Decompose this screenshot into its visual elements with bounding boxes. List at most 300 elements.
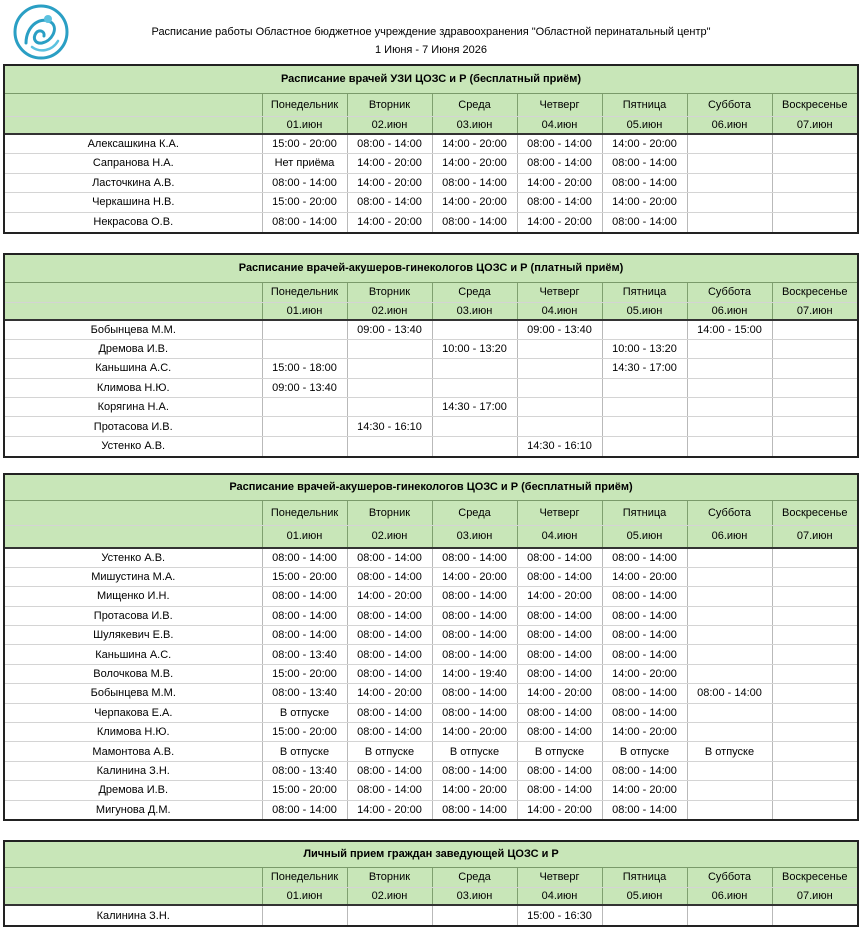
header-spacer bbox=[5, 867, 262, 887]
table-row bbox=[5, 703, 857, 722]
doctor-name: Дремова И.В. bbox=[5, 781, 262, 800]
schedule-cell: 08:00 - 14:00 bbox=[262, 800, 347, 819]
schedule-cell: 08:00 - 14:00 bbox=[432, 212, 517, 232]
schedule-cell: 14:00 - 19:40 bbox=[432, 664, 517, 683]
schedule-cell: 10:00 - 13:20 bbox=[602, 339, 687, 358]
day-header: Четверг bbox=[517, 500, 602, 525]
day-header: Вторник bbox=[347, 282, 432, 302]
table-row bbox=[5, 417, 857, 436]
schedule-cell bbox=[687, 645, 772, 664]
schedule-cell bbox=[687, 703, 772, 722]
schedule-cell bbox=[772, 781, 857, 800]
day-header: Пятница bbox=[602, 282, 687, 302]
table-row bbox=[5, 398, 857, 417]
schedule-cell bbox=[772, 905, 857, 925]
schedule-cell: 08:00 - 14:00 bbox=[602, 548, 687, 567]
schedule-cell: 14:00 - 20:00 bbox=[432, 154, 517, 174]
schedule-cell: 08:00 - 14:00 bbox=[517, 154, 602, 174]
date-header: 04.июн bbox=[517, 887, 602, 905]
table-row bbox=[5, 800, 857, 819]
schedule-cell: 08:00 - 14:00 bbox=[517, 193, 602, 213]
date-header: 02.июн bbox=[347, 302, 432, 320]
date-header: 02.июн bbox=[347, 116, 432, 134]
schedule-cell bbox=[602, 436, 687, 455]
doctor-name: Калинина З.Н. bbox=[5, 761, 262, 780]
schedule-cell: 08:00 - 14:00 bbox=[602, 761, 687, 780]
date-header: 03.июн bbox=[432, 116, 517, 134]
schedule-cell bbox=[772, 436, 857, 455]
schedule-cell: 08:00 - 14:00 bbox=[517, 134, 602, 154]
schedule-cell bbox=[347, 339, 432, 358]
doctor-name: Черкашина Н.В. bbox=[5, 193, 262, 213]
schedule-cell: 14:00 - 20:00 bbox=[432, 134, 517, 154]
document-date-range: 1 Июня - 7 Июня 2026 bbox=[374, 44, 488, 56]
schedule-cell: 14:30 - 17:00 bbox=[432, 398, 517, 417]
schedule-cell: 08:00 - 14:00 bbox=[262, 606, 347, 625]
schedule-cell bbox=[772, 378, 857, 397]
table-row bbox=[5, 548, 857, 567]
schedule-cell: 14:30 - 16:10 bbox=[347, 417, 432, 436]
schedule-cell: 08:00 - 14:00 bbox=[262, 587, 347, 606]
schedule-cell: 08:00 - 14:00 bbox=[517, 567, 602, 586]
schedule-cell: 08:00 - 14:00 bbox=[432, 548, 517, 567]
schedule-cell bbox=[687, 212, 772, 232]
schedule-cell: 15:00 - 20:00 bbox=[262, 781, 347, 800]
table-row bbox=[5, 154, 857, 174]
table-row bbox=[5, 742, 857, 761]
schedule-cell bbox=[772, 398, 857, 417]
schedule-cell bbox=[772, 212, 857, 232]
document-title: Расписание работы Областное бюджетное учреждение здравоохранения "Областной перинатальный центр" bbox=[151, 26, 711, 38]
schedule-cell bbox=[262, 320, 347, 339]
schedule-cell: 08:00 - 14:00 bbox=[602, 154, 687, 174]
date-header: 07.июн bbox=[772, 887, 857, 905]
schedule-cell bbox=[772, 417, 857, 436]
schedule-cell: 08:00 - 14:00 bbox=[602, 173, 687, 193]
schedule-cell: 08:00 - 14:00 bbox=[432, 684, 517, 703]
schedule-cell: 14:00 - 20:00 bbox=[517, 587, 602, 606]
schedule-cell: 15:00 - 20:00 bbox=[262, 567, 347, 586]
day-header: Суббота bbox=[687, 282, 772, 302]
table-row bbox=[5, 645, 857, 664]
section-title: Расписание врачей-акушеров-гинекологов ЦОЗС и Р (платный приём) bbox=[5, 255, 857, 282]
schedule-cell bbox=[687, 359, 772, 378]
table-row bbox=[5, 320, 857, 339]
schedule-cell: 14:00 - 20:00 bbox=[432, 567, 517, 586]
schedule-cell bbox=[772, 606, 857, 625]
doctor-name: Мамонтова А.В. bbox=[5, 742, 262, 761]
date-header: 05.июн bbox=[602, 302, 687, 320]
doctor-name: Протасова И.В. bbox=[5, 417, 262, 436]
schedule-cell bbox=[687, 378, 772, 397]
schedule-table bbox=[5, 475, 857, 819]
schedule-cell: В отпуске bbox=[262, 742, 347, 761]
doctor-name: Климова Н.Ю. bbox=[5, 723, 262, 742]
schedule-cell bbox=[687, 626, 772, 645]
schedule-cell: В отпуске bbox=[432, 742, 517, 761]
schedule-cell: 14:00 - 20:00 bbox=[602, 723, 687, 742]
schedule-cell: 08:00 - 14:00 bbox=[517, 548, 602, 567]
schedule-cell bbox=[687, 548, 772, 567]
table-row bbox=[5, 173, 857, 193]
day-header: Четверг bbox=[517, 93, 602, 116]
page-header bbox=[0, 0, 862, 64]
schedule-cell bbox=[772, 134, 857, 154]
day-header: Среда bbox=[432, 282, 517, 302]
schedule-cell bbox=[772, 664, 857, 683]
date-header: 03.июн bbox=[432, 887, 517, 905]
schedule-cell bbox=[687, 905, 772, 925]
schedule-cell: В отпуске bbox=[602, 742, 687, 761]
schedule-cell bbox=[772, 703, 857, 722]
schedule-cell: 15:00 - 20:00 bbox=[262, 723, 347, 742]
schedule-cell bbox=[432, 378, 517, 397]
table-row bbox=[5, 134, 857, 154]
schedule-cell bbox=[687, 436, 772, 455]
day-header: Воскресенье bbox=[772, 867, 857, 887]
schedule-cell bbox=[772, 684, 857, 703]
date-header: 01.июн bbox=[262, 887, 347, 905]
day-header: Вторник bbox=[347, 93, 432, 116]
section-obgyn-free bbox=[3, 473, 859, 821]
schedule-cell: 14:00 - 20:00 bbox=[347, 173, 432, 193]
doctor-name: Черпакова Е.А. bbox=[5, 703, 262, 722]
schedule-cell: 08:00 - 14:00 bbox=[432, 800, 517, 819]
schedule-cell: 08:00 - 14:00 bbox=[432, 173, 517, 193]
schedule-cell: 14:00 - 20:00 bbox=[347, 800, 432, 819]
schedule-cell: 15:00 - 20:00 bbox=[262, 664, 347, 683]
schedule-cell: 14:00 - 20:00 bbox=[517, 173, 602, 193]
schedule-cell: 08:00 - 13:40 bbox=[262, 684, 347, 703]
schedule-cell: 14:00 - 20:00 bbox=[347, 154, 432, 174]
schedule-cell: 14:00 - 20:00 bbox=[517, 684, 602, 703]
schedule-cell: 08:00 - 14:00 bbox=[347, 703, 432, 722]
doctor-name: Дремова И.В. bbox=[5, 339, 262, 358]
day-header: Среда bbox=[432, 93, 517, 116]
schedule-cell bbox=[432, 359, 517, 378]
schedule-cell bbox=[772, 567, 857, 586]
date-header: 03.июн bbox=[432, 302, 517, 320]
schedule-cell bbox=[687, 398, 772, 417]
schedule-cell: 14:00 - 15:00 bbox=[687, 320, 772, 339]
schedule-cell: 08:00 - 14:00 bbox=[347, 645, 432, 664]
header-spacer bbox=[5, 887, 262, 905]
schedule-cell bbox=[517, 359, 602, 378]
doctor-name: Каньшина А.С. bbox=[5, 645, 262, 664]
date-header: 05.июн bbox=[602, 525, 687, 548]
schedule-cell: 14:00 - 20:00 bbox=[517, 212, 602, 232]
table-row bbox=[5, 378, 857, 397]
schedule-cell bbox=[687, 417, 772, 436]
schedule-cell: 08:00 - 14:00 bbox=[347, 723, 432, 742]
doctor-name: Бобынцева М.М. bbox=[5, 320, 262, 339]
schedule-cell: 08:00 - 14:00 bbox=[517, 781, 602, 800]
schedule-cell: 14:00 - 20:00 bbox=[602, 193, 687, 213]
schedule-cell: 10:00 - 13:20 bbox=[432, 339, 517, 358]
schedule-cell: 14:00 - 20:00 bbox=[347, 587, 432, 606]
schedule-cell bbox=[772, 320, 857, 339]
date-header: 07.июн bbox=[772, 302, 857, 320]
doctor-name: Сапранова Н.А. bbox=[5, 154, 262, 174]
schedule-cell: 14:00 - 20:00 bbox=[602, 134, 687, 154]
header-spacer bbox=[5, 302, 262, 320]
schedule-cell: 15:00 - 18:00 bbox=[262, 359, 347, 378]
date-header: 03.июн bbox=[432, 525, 517, 548]
table-row bbox=[5, 359, 857, 378]
schedule-cell: 14:00 - 20:00 bbox=[432, 781, 517, 800]
date-header: 06.июн bbox=[687, 116, 772, 134]
schedule-cell: 08:00 - 14:00 bbox=[432, 587, 517, 606]
schedule-cell bbox=[687, 664, 772, 683]
schedule-cell bbox=[772, 800, 857, 819]
schedule-cell: 08:00 - 14:00 bbox=[262, 626, 347, 645]
schedule-cell: 08:00 - 14:00 bbox=[432, 626, 517, 645]
schedule-cell: 08:00 - 13:40 bbox=[262, 645, 347, 664]
schedule-cell bbox=[772, 587, 857, 606]
schedule-cell: 08:00 - 14:00 bbox=[347, 761, 432, 780]
schedule-cell: 08:00 - 14:00 bbox=[432, 645, 517, 664]
schedule-cell bbox=[517, 378, 602, 397]
schedule-cell: 15:00 - 20:00 bbox=[262, 134, 347, 154]
schedule-cell bbox=[517, 398, 602, 417]
schedule-cell: 08:00 - 14:00 bbox=[262, 212, 347, 232]
schedule-cell bbox=[687, 134, 772, 154]
doctor-name: Алексашкина К.А. bbox=[5, 134, 262, 154]
schedule-cell: 15:00 - 20:00 bbox=[262, 193, 347, 213]
schedule-cell bbox=[772, 193, 857, 213]
doctor-name: Корягина Н.А. bbox=[5, 398, 262, 417]
schedule-cell: 08:00 - 14:00 bbox=[517, 703, 602, 722]
date-header: 02.июн bbox=[347, 525, 432, 548]
schedule-cell: 08:00 - 14:00 bbox=[432, 606, 517, 625]
schedule-cell: 08:00 - 14:00 bbox=[262, 173, 347, 193]
table-row bbox=[5, 684, 857, 703]
day-header: Воскресенье bbox=[772, 282, 857, 302]
day-header: Вторник bbox=[347, 500, 432, 525]
date-header: 01.июн bbox=[262, 302, 347, 320]
schedule-cell: 08:00 - 14:00 bbox=[602, 626, 687, 645]
day-header: Четверг bbox=[517, 282, 602, 302]
doctor-name: Ласточкина А.В. bbox=[5, 173, 262, 193]
schedule-cell: 15:00 - 16:30 bbox=[517, 905, 602, 925]
schedule-cell bbox=[517, 339, 602, 358]
schedule-cell bbox=[347, 378, 432, 397]
perinatal-center-logo-icon bbox=[12, 3, 70, 61]
schedule-cell bbox=[772, 359, 857, 378]
schedule-cell: 08:00 - 14:00 bbox=[347, 626, 432, 645]
date-header: 06.июн bbox=[687, 887, 772, 905]
schedule-cell: 08:00 - 14:00 bbox=[602, 212, 687, 232]
day-header: Суббота bbox=[687, 93, 772, 116]
schedule-cell bbox=[772, 173, 857, 193]
doctor-name: Протасова И.В. bbox=[5, 606, 262, 625]
day-header: Понедельник bbox=[262, 282, 347, 302]
date-header: 06.июн bbox=[687, 525, 772, 548]
schedule-table bbox=[5, 842, 857, 925]
doctor-name: Калинина З.Н. bbox=[96, 909, 170, 922]
schedule-cell: 14:00 - 20:00 bbox=[602, 781, 687, 800]
schedule-cell bbox=[262, 905, 347, 925]
schedule-cell: 08:00 - 14:00 bbox=[602, 684, 687, 703]
schedule-cell bbox=[347, 436, 432, 455]
schedule-cell: 08:00 - 14:00 bbox=[517, 626, 602, 645]
table-row bbox=[5, 626, 857, 645]
schedule-cell bbox=[687, 781, 772, 800]
day-header: Понедельник bbox=[262, 500, 347, 525]
schedule-cell bbox=[772, 339, 857, 358]
schedule-cell: 14:30 - 17:00 bbox=[602, 359, 687, 378]
day-header: Понедельник bbox=[262, 867, 347, 887]
table-row bbox=[5, 723, 857, 742]
doctor-name: Волочкова М.В. bbox=[5, 664, 262, 683]
schedule-cell bbox=[687, 193, 772, 213]
schedule-cell bbox=[432, 905, 517, 925]
date-header: 02.июн bbox=[347, 887, 432, 905]
schedule-cell: 08:00 - 14:00 bbox=[517, 723, 602, 742]
schedule-cell bbox=[687, 173, 772, 193]
day-header: Среда bbox=[432, 500, 517, 525]
schedule-cell: 14:00 - 20:00 bbox=[347, 684, 432, 703]
table-row bbox=[5, 339, 857, 358]
schedule-cell: 14:00 - 20:00 bbox=[347, 212, 432, 232]
schedule-cell: 08:00 - 14:00 bbox=[517, 606, 602, 625]
doctor-name: Бобынцева М.М. bbox=[5, 684, 262, 703]
schedule-cell bbox=[687, 339, 772, 358]
date-header: 01.июн bbox=[262, 116, 347, 134]
schedule-cell: 14:00 - 20:00 bbox=[432, 723, 517, 742]
doctor-name: Каньшина А.С. bbox=[5, 359, 262, 378]
date-header: 01.июн bbox=[262, 525, 347, 548]
schedule-cell: 08:00 - 14:00 bbox=[517, 664, 602, 683]
schedule-cell: 14:00 - 20:00 bbox=[602, 567, 687, 586]
schedule-cell: В отпуске bbox=[347, 742, 432, 761]
date-header: 04.июн bbox=[517, 525, 602, 548]
table-row bbox=[5, 212, 857, 232]
header-spacer bbox=[5, 525, 262, 548]
doctor-name: Некрасова О.В. bbox=[93, 216, 174, 228]
doctor-name: Мигунова Д.М. bbox=[95, 804, 171, 817]
schedule-cell: 08:00 - 14:00 bbox=[602, 587, 687, 606]
schedule-cell bbox=[347, 905, 432, 925]
schedule-cell: 08:00 - 14:00 bbox=[602, 645, 687, 664]
schedule-cell: В отпуске bbox=[262, 703, 347, 722]
date-header: 05.июн bbox=[602, 116, 687, 134]
day-header: Среда bbox=[432, 867, 517, 887]
schedule-cell: 08:00 - 14:00 bbox=[602, 703, 687, 722]
schedule-cell: 08:00 - 14:00 bbox=[347, 193, 432, 213]
schedule-cell: 08:00 - 14:00 bbox=[432, 703, 517, 722]
table-row bbox=[5, 905, 857, 925]
day-header: Пятница bbox=[602, 867, 687, 887]
schedule-cell: 08:00 - 14:00 bbox=[347, 548, 432, 567]
doctor-name: Устенко А.В. bbox=[101, 440, 166, 453]
table-row bbox=[5, 761, 857, 780]
schedule-cell bbox=[772, 723, 857, 742]
schedule-cell: 08:00 - 14:00 bbox=[347, 567, 432, 586]
header-spacer bbox=[5, 282, 262, 302]
schedule-cell bbox=[772, 742, 857, 761]
date-header: 07.июн bbox=[772, 116, 857, 134]
schedule-cell: В отпуске bbox=[687, 742, 772, 761]
date-header: 06.июн bbox=[687, 302, 772, 320]
day-header: Пятница bbox=[602, 500, 687, 525]
section-ultrasound-free bbox=[3, 64, 859, 234]
schedule-cell bbox=[772, 154, 857, 174]
schedule-cell: 09:00 - 13:40 bbox=[262, 378, 347, 397]
schedule-cell bbox=[347, 359, 432, 378]
schedule-cell: 14:00 - 20:00 bbox=[517, 800, 602, 819]
schedule-cell: 14:00 - 20:00 bbox=[432, 193, 517, 213]
schedule-cell: 08:00 - 14:00 bbox=[602, 800, 687, 819]
schedule-cell: 08:00 - 14:00 bbox=[517, 645, 602, 664]
schedule-cell: 08:00 - 14:00 bbox=[602, 606, 687, 625]
schedule-cell: 08:00 - 14:00 bbox=[262, 548, 347, 567]
doctor-name: Климова Н.Ю. bbox=[5, 378, 262, 397]
schedule-table bbox=[5, 66, 857, 232]
schedule-cell bbox=[602, 398, 687, 417]
schedule-cell: В отпуске bbox=[517, 742, 602, 761]
schedule-cell bbox=[262, 398, 347, 417]
schedule-cell bbox=[432, 320, 517, 339]
table-row bbox=[5, 567, 857, 586]
schedule-cell bbox=[687, 800, 772, 819]
schedule-cell bbox=[687, 606, 772, 625]
day-header: Воскресенье bbox=[772, 500, 857, 525]
schedule-cell bbox=[687, 587, 772, 606]
schedule-cell: 08:00 - 14:00 bbox=[347, 664, 432, 683]
day-header: Воскресенье bbox=[772, 93, 857, 116]
schedule-cell: 08:00 - 13:40 bbox=[262, 761, 347, 780]
schedule-cell bbox=[772, 761, 857, 780]
section-title: Личный прием граждан заведующей ЦОЗС и Р bbox=[5, 842, 857, 867]
doctor-name: Устенко А.В. bbox=[5, 548, 262, 567]
header-spacer bbox=[5, 500, 262, 525]
schedule-cell: 08:00 - 14:00 bbox=[517, 761, 602, 780]
schedule-cell: 09:00 - 13:40 bbox=[347, 320, 432, 339]
doctor-name: Мищенко И.Н. bbox=[5, 587, 262, 606]
table-row bbox=[5, 606, 857, 625]
schedule-cell bbox=[262, 339, 347, 358]
schedule-cell bbox=[602, 905, 687, 925]
schedule-cell: 08:00 - 14:00 bbox=[347, 781, 432, 800]
date-header: 07.июн bbox=[772, 525, 857, 548]
schedule-cell: 08:00 - 14:00 bbox=[347, 606, 432, 625]
schedule-cell bbox=[432, 436, 517, 455]
table-row bbox=[5, 436, 857, 455]
schedule-cell bbox=[262, 436, 347, 455]
section-obgyn-paid bbox=[3, 253, 859, 458]
day-header: Вторник bbox=[347, 867, 432, 887]
header-spacer bbox=[5, 93, 262, 116]
schedule-cell bbox=[602, 320, 687, 339]
day-header: Суббота bbox=[687, 500, 772, 525]
schedule-cell bbox=[347, 398, 432, 417]
day-header: Суббота bbox=[687, 867, 772, 887]
schedule-cell bbox=[772, 548, 857, 567]
section-title: Расписание врачей-акушеров-гинекологов ЦОЗС и Р (бесплатный приём) bbox=[5, 475, 857, 500]
day-header: Пятница bbox=[602, 93, 687, 116]
schedule-cell: 08:00 - 14:00 bbox=[347, 134, 432, 154]
section-title: Расписание врачей УЗИ ЦОЗС и Р (бесплатный приём) bbox=[5, 66, 857, 93]
schedule-cell: 08:00 - 14:00 bbox=[432, 761, 517, 780]
day-header: Понедельник bbox=[262, 93, 347, 116]
schedule-table bbox=[5, 255, 857, 456]
schedule-cell bbox=[772, 626, 857, 645]
schedule-cell bbox=[262, 417, 347, 436]
schedule-cell bbox=[687, 723, 772, 742]
doctor-name: Шулякевич Е.В. bbox=[5, 626, 262, 645]
schedule-cell bbox=[517, 417, 602, 436]
